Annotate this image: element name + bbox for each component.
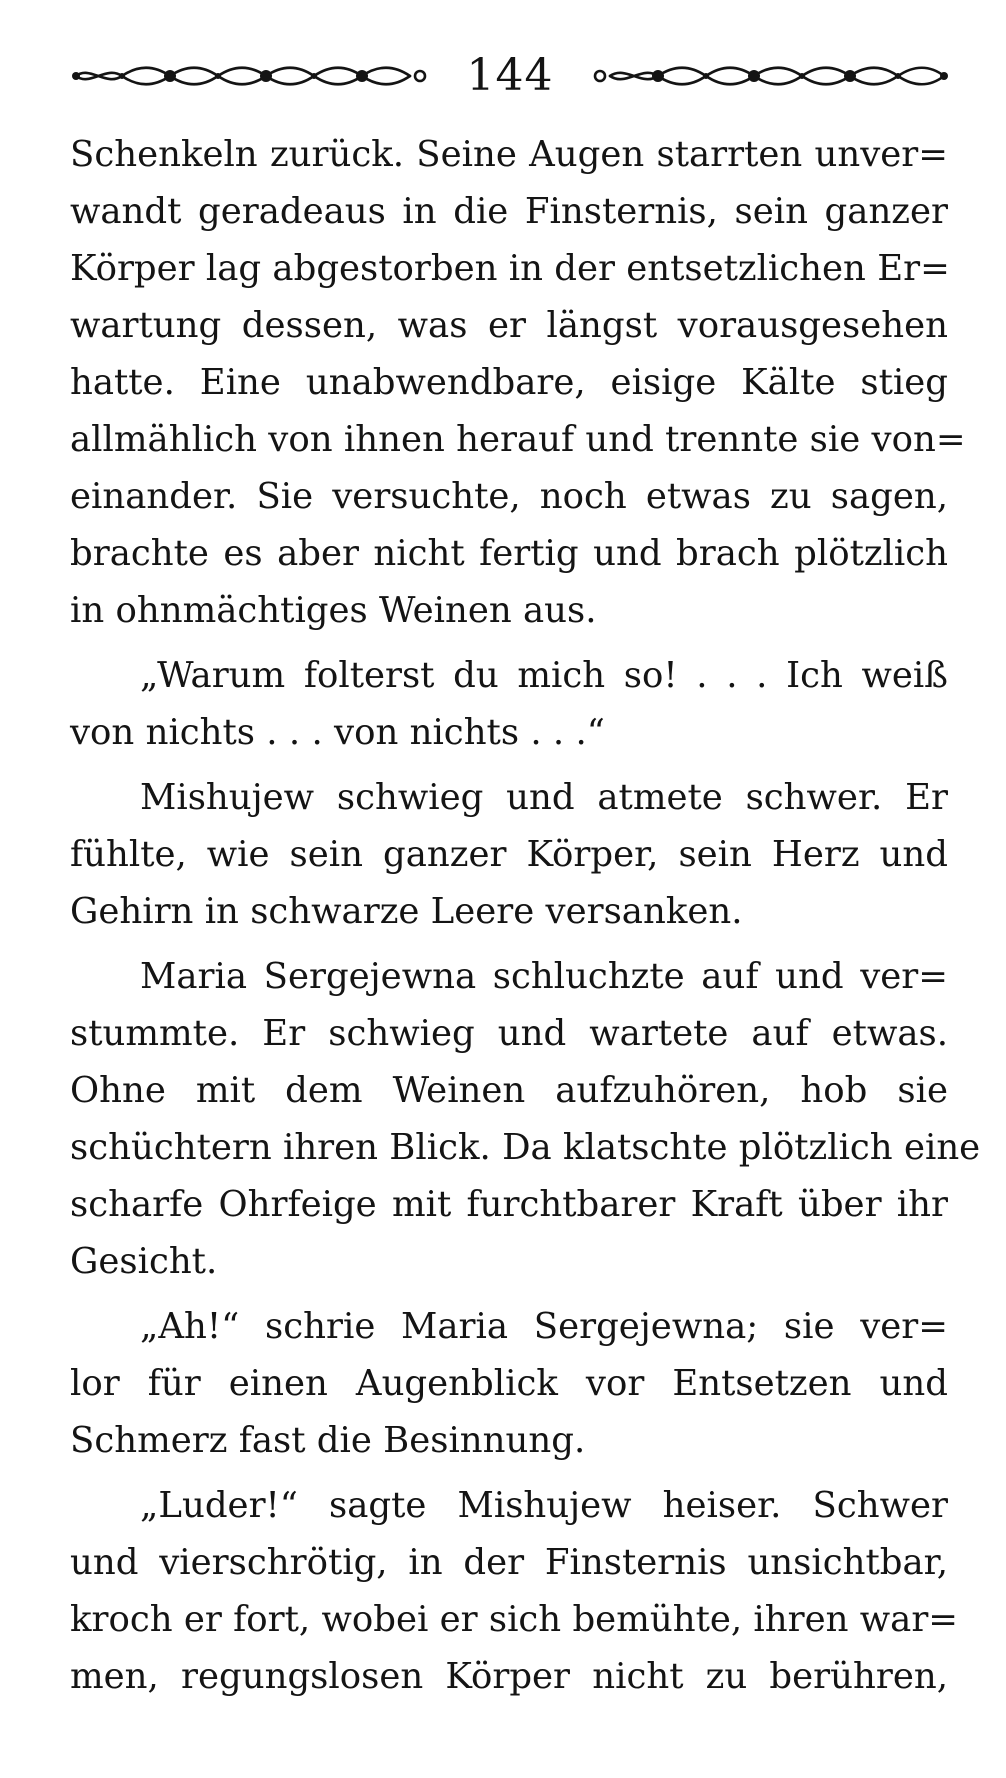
body-text (70, 126, 981, 1705)
paragraph (70, 948, 981, 1290)
text-line: brachte es aber nicht fertig und brach plötzlich (70, 533, 948, 574)
paragraph (70, 769, 948, 940)
text-line: kroch er fort, wobei er sich bemühte, ihren war= (70, 1599, 959, 1640)
text-line: und vierschrötig, in der Finsternis unsichtbar, (70, 1542, 948, 1583)
text-line: hatte. Eine unabwendbare, eisige Kälte stieg (70, 362, 948, 403)
text-line: fühlte, wie sein ganzer Körper, sein Herz und (70, 834, 948, 875)
text-line: schüchtern ihren Blick. Da klatschte plötzlich eine (70, 1127, 981, 1168)
text-line: lor für einen Augenblick vor Entsetzen und (70, 1363, 948, 1404)
paragraph (70, 1298, 948, 1469)
paragraph (70, 1477, 959, 1705)
ornamental-rule-icon (590, 61, 950, 91)
text-line: Gehirn in schwarze Leere versanken. (70, 891, 743, 932)
text-line: Ohne mit dem Weinen aufzuhören, hob sie (70, 1070, 948, 1111)
text-line: Maria Sergejewna schluchzte auf und ver= (140, 956, 948, 997)
text-line: scharfe Ohrfeige mit furchtbarer Kraft über ihr (70, 1184, 948, 1225)
text-line: men, regungslosen Körper nicht zu berühren, (70, 1656, 948, 1697)
text-line: Schmerz fast die Besinnung. (70, 1420, 586, 1461)
page-number: 144 (466, 50, 554, 101)
text-line: stummte. Er schwieg und wartete auf etwas. (70, 1013, 948, 1054)
paragraph (70, 126, 966, 639)
text-line: „Warum folterst du mich so! . . . Ich weiß (140, 655, 948, 696)
text-line: Mishujew schwieg und atmete schwer. Er (140, 777, 948, 818)
text-line: wartung dessen, was er längst vorausgesehen (70, 305, 948, 346)
ornamental-rule-icon (70, 61, 430, 91)
text-line: „Ah!“ schrie Maria Sergejewna; sie ver= (140, 1306, 948, 1347)
text-line: in ohnmächtiges Weinen aus. (70, 590, 597, 631)
page-header (70, 48, 950, 104)
text-line: von nichts . . . von nichts . . .“ (70, 712, 605, 753)
paragraph (70, 647, 948, 761)
text-line: wandt geradeaus in die Finsternis, sein ganzer (70, 191, 948, 232)
text-line: einander. Sie versuchte, noch etwas zu sagen, (70, 476, 948, 517)
text-line: Schenkeln zurück. Seine Augen starrten unver= (70, 134, 948, 175)
text-line: „Luder!“ sagte Mishujew heiser. Schwer (140, 1485, 948, 1526)
text-line: allmählich von ihnen herauf und trennte sie von= (70, 419, 966, 460)
text-line: Gesicht. (70, 1241, 218, 1282)
text-line: Körper lag abgestorben in der entsetzlichen Er= (70, 248, 950, 289)
